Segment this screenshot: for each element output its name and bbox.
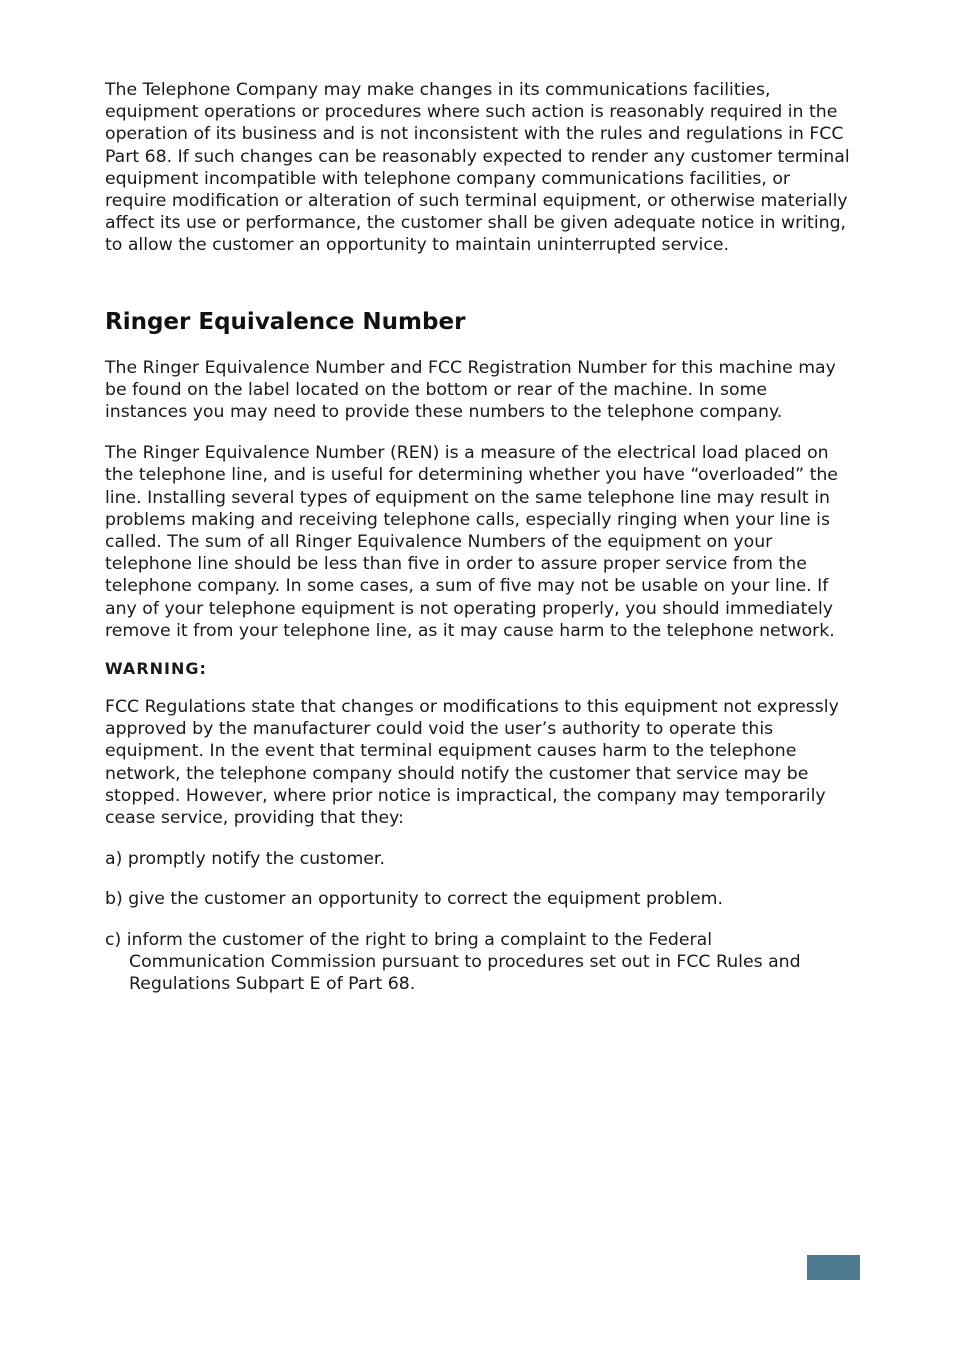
list-item-a: a) promptly notify the customer. — [105, 849, 385, 870]
fcc-regulations-paragraph: FCC Regulations state that changes or modifications to this equipment not expressly approved by the manufacturer could void the user’s authority to operate this equipment. In the event that terminal equipment causes harm to the telephone network, the telephone company should notify the customer that service may be stopped. However, where prior notice is impractical, the company may temporarily cease service, providing that they: — [105, 697, 839, 829]
page-tab-marker — [807, 1255, 860, 1280]
section-heading: Ringer Equivalence Number — [105, 308, 466, 335]
ren-paragraph-2: The Ringer Equivalence Number (REN) is a measure of the electrical load placed on the telephone line, and is useful for determining whether you have “overloaded” the line. Installing several types of equipment on the same telephone line may result in problems making and receiving telephone calls, especially ringing when your line is called. The sum of all Ringer Equivalence Numbers of the equipment on your telephone line should be less than five in order to assure proper service from the telephone company. In some cases, a sum of five may not be usable on your line. If any of your telephone equipment is not operating properly, you should immediately remove it from your telephone line, as it may cause harm to the telephone network. — [105, 443, 838, 641]
list-item-c: c) inform the customer of the right to bring a complaint to the Federal Communication Commission pursuant to procedures set out in FCC Rules and Regulations Subpart E of Part 68. — [105, 929, 801, 995]
intro-paragraph: The Telephone Company may make changes in its communications facilities, equipment operations or procedures where such action is reasonably required in the operation of its business and is not inconsistent with the rules and regulations in FCC Part 68. If such changes can be reasonably expected to render any customer terminal equipment incompatible with telephone company communications facilities, or require modification or alteration of such terminal equipment, or otherwise materially affect its use or performance, the customer shall be given adequate notice in writing, to allow the customer an opportunity to maintain uninterrupted service. — [105, 80, 850, 256]
document-body — [105, 79, 850, 1013]
list-item-b: b) give the customer an opportunity to correct the equipment problem. — [105, 889, 723, 910]
warning-heading: WARNING: — [105, 659, 207, 679]
ren-paragraph-1: The Ringer Equivalence Number and FCC Registration Number for this machine may be found on the label located on the bottom or rear of the machine. In some instances you may need to provide these numbers to the telephone company. — [105, 357, 836, 423]
